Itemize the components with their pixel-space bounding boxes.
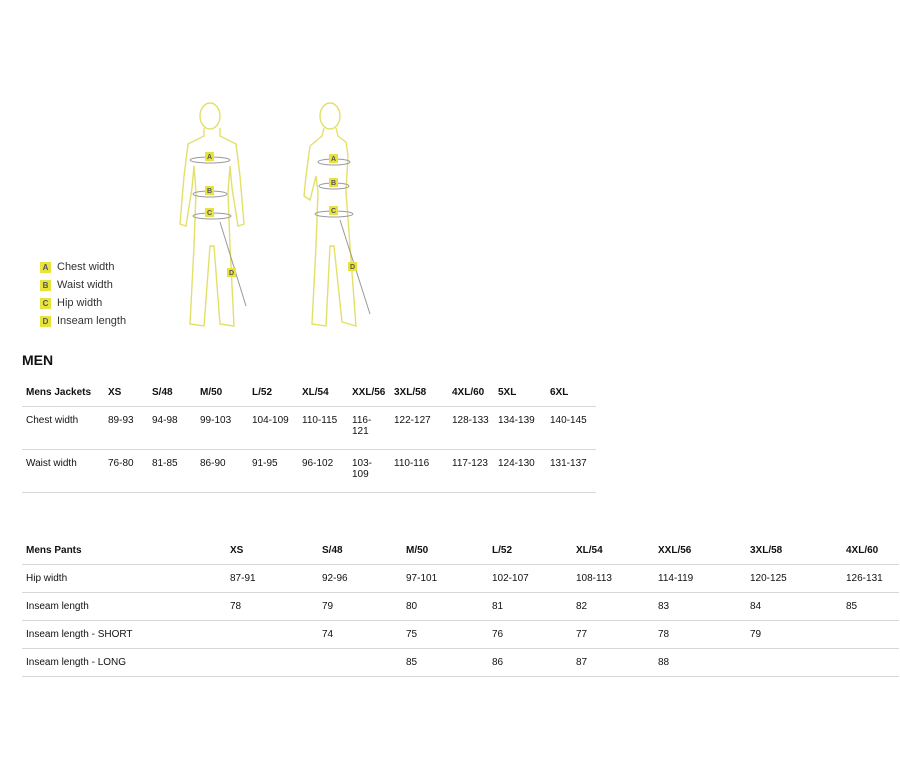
column-header: XS <box>226 536 318 565</box>
marker-b <box>205 186 214 195</box>
marker-a <box>205 152 214 161</box>
table-cell: 124-130 <box>494 450 546 493</box>
column-header: 6XL <box>546 378 596 407</box>
table-cell: 128-133 <box>448 407 494 450</box>
column-header: M/50 <box>402 536 488 565</box>
table-cell: 86 <box>488 649 572 677</box>
table-cell <box>318 649 402 677</box>
table-cell: 89-93 <box>104 407 148 450</box>
svg-text:B: B <box>206 188 213 195</box>
table-cell: 76-80 <box>104 450 148 493</box>
measurement-legend <box>40 258 126 330</box>
legend-label: Hip width <box>57 297 103 309</box>
table-cell <box>226 621 318 649</box>
table-header-row <box>22 536 899 565</box>
table-cell: 134-139 <box>494 407 546 450</box>
table-cell: 117-123 <box>448 450 494 493</box>
table-cell: 84 <box>746 593 842 621</box>
table-cell: 87-91 <box>226 565 318 593</box>
table-cell: 122-127 <box>390 407 448 450</box>
column-header: 4XL/60 <box>842 536 899 565</box>
table-cell: 85 <box>842 593 899 621</box>
svg-text:D: D <box>228 270 235 277</box>
table-row <box>22 565 899 593</box>
legend-item-waist <box>40 276 126 294</box>
svg-text:C: C <box>330 208 337 215</box>
table-cell: 92-96 <box>318 565 402 593</box>
body-measurement-illustration <box>170 96 410 336</box>
column-header: 3XL/58 <box>746 536 842 565</box>
table-cell: 126-131 <box>842 565 899 593</box>
table-row <box>22 450 596 493</box>
column-header: XL/54 <box>572 536 654 565</box>
row-label: Waist width <box>22 450 104 493</box>
row-label: Inseam length <box>22 593 226 621</box>
table-cell: 103- 109 <box>348 450 390 493</box>
table-cell: 108-113 <box>572 565 654 593</box>
column-header: S/48 <box>148 378 196 407</box>
table-cell: 96-102 <box>298 450 348 493</box>
table-cell: 79 <box>746 621 842 649</box>
table-cell: 91-95 <box>248 450 298 493</box>
column-header: 5XL <box>494 378 546 407</box>
table-cell <box>746 649 842 677</box>
table-cell: 78 <box>226 593 318 621</box>
column-header: XXL/56 <box>654 536 746 565</box>
table-cell <box>226 649 318 677</box>
column-header: XL/54 <box>298 378 348 407</box>
row-label: Hip width <box>22 565 226 593</box>
table-cell: 81-85 <box>148 450 196 493</box>
marker-c <box>205 208 214 217</box>
legend-item-inseam <box>40 312 126 330</box>
table-cell: 85 <box>402 649 488 677</box>
svg-text:B: B <box>330 180 337 187</box>
table-cell: 81 <box>488 593 572 621</box>
table-cell: 131-137 <box>546 450 596 493</box>
table-cell: 97-101 <box>402 565 488 593</box>
table-row <box>22 407 596 450</box>
mens-jackets-table <box>22 378 596 493</box>
table-cell: 99-103 <box>196 407 248 450</box>
table-cell: 86-90 <box>196 450 248 493</box>
marker-c-side <box>329 206 338 215</box>
legend-badge: A <box>40 262 51 273</box>
column-header: XS <box>104 378 148 407</box>
svg-text:A: A <box>330 156 337 163</box>
table-cell: 110-115 <box>298 407 348 450</box>
table-cell: 116- 121 <box>348 407 390 450</box>
table-cell: 79 <box>318 593 402 621</box>
column-header: L/52 <box>488 536 572 565</box>
marker-b-side <box>329 178 338 187</box>
table-cell: 83 <box>654 593 746 621</box>
row-label: Inseam length - SHORT <box>22 621 226 649</box>
table-row <box>22 621 899 649</box>
legend-badge: C <box>40 298 51 309</box>
marker-a-side <box>329 154 338 163</box>
legend-label: Chest width <box>57 261 115 273</box>
table-cell: 87 <box>572 649 654 677</box>
table-cell: 94-98 <box>148 407 196 450</box>
column-header: S/48 <box>318 536 402 565</box>
legend-label: Inseam length <box>57 315 127 327</box>
table-cell: 110-116 <box>390 450 448 493</box>
table-cell: 74 <box>318 621 402 649</box>
section-title: MEN <box>22 352 54 368</box>
marker-d-side <box>348 262 357 271</box>
table-cell: 88 <box>654 649 746 677</box>
svg-text:D: D <box>349 264 356 271</box>
table-cell: 82 <box>572 593 654 621</box>
table-cell: 120-125 <box>746 565 842 593</box>
table-cell: 78 <box>654 621 746 649</box>
table-cell: 77 <box>572 621 654 649</box>
table-cell <box>842 621 899 649</box>
mens-pants-table <box>22 536 899 677</box>
row-label: Inseam length - LONG <box>22 649 226 677</box>
table-cell: 140-145 <box>546 407 596 450</box>
table-row <box>22 593 899 621</box>
legend-item-chest <box>40 258 126 276</box>
legend-label: Waist width <box>57 279 113 291</box>
table-cell: 114-119 <box>654 565 746 593</box>
legend-badge: D <box>40 316 51 327</box>
table-cell: 102-107 <box>488 565 572 593</box>
table-cell <box>842 649 899 677</box>
column-header: 4XL/60 <box>448 378 494 407</box>
svg-text:C: C <box>206 210 213 217</box>
column-header: 3XL/58 <box>390 378 448 407</box>
legend-badge: B <box>40 280 51 291</box>
table-header-row <box>22 378 596 407</box>
table-cell: 104-109 <box>248 407 298 450</box>
column-header: Mens Jackets <box>22 378 104 407</box>
table-cell: 80 <box>402 593 488 621</box>
column-header: L/52 <box>248 378 298 407</box>
svg-text:A: A <box>206 154 213 161</box>
marker-d <box>227 268 236 277</box>
legend-item-hip <box>40 294 126 312</box>
table-cell: 75 <box>402 621 488 649</box>
table-cell: 76 <box>488 621 572 649</box>
row-label: Chest width <box>22 407 104 450</box>
column-header: Mens Pants <box>22 536 226 565</box>
column-header: M/50 <box>196 378 248 407</box>
table-row <box>22 649 899 677</box>
column-header: XXL/56 <box>348 378 390 407</box>
